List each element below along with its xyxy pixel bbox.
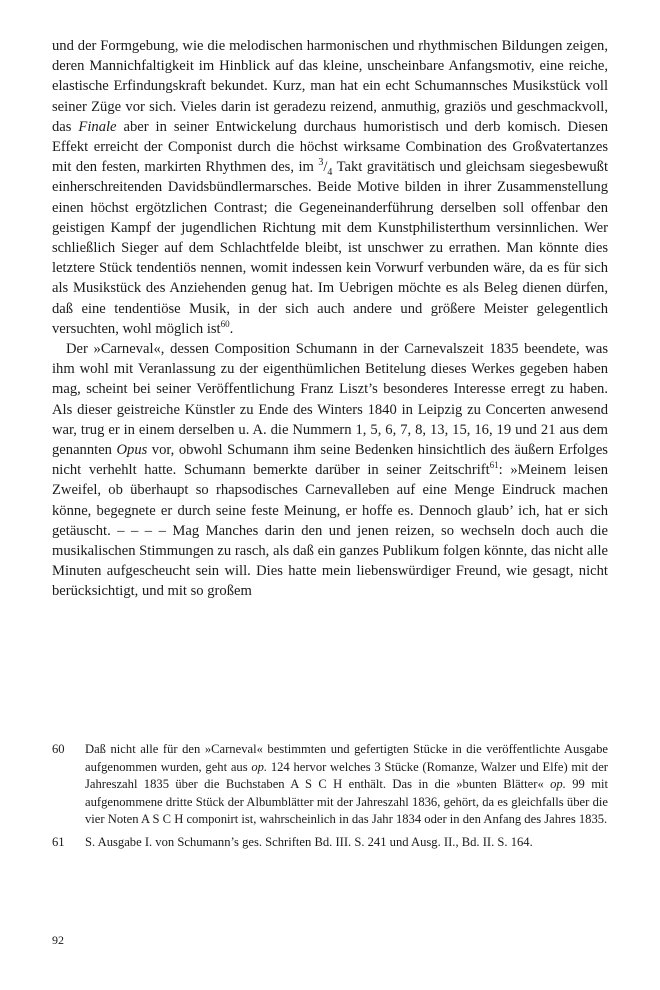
footnote-text: S. Ausgabe I. von Schumann’s ges. Schriften Bd. III. S. 241 und Ausg. II., Bd. II. S. 164. — [85, 834, 533, 849]
footnote-60 — [52, 741, 608, 829]
footnote-number: 61 — [52, 834, 65, 849]
finale-term: Finale — [78, 118, 117, 135]
main-text — [52, 36, 608, 602]
footnote-text: Daß nicht alle für den »Carneval« bestimmten und gefertigten Stücke in die veröffentlichte Ausgabe aufgenommen wurden, geht aus op. 124 hervor welches 3 Stücke (Romanze, Walzer und Elfe) mit der Jahreszahl 1835 über die Buchstaben A S C H enthält. Das in die »bunten Blätter« op. 99 mit aufgenommene dritte Stück der Albumblätter mit der Jahreszahl 1836, gehört, da es gleichfalls über die vier Noten A S C H componirt ist, wahrscheinlich in das Jahr 1834 oder in den Anfang des Jahres 1835. — [85, 742, 608, 827]
page-body — [52, 36, 608, 602]
footnote-number: 60 — [52, 742, 65, 756]
paragraph-2: Der »Carneval«, dessen Composition Schumann in der Carnevalszeit 1835 beendete, was ihm wohl mit Veranlassung zu der eigenthümlichen Betitelung dieses Werkes gegeben haben mag, scheint bei seiner Veröffentlichung Franz Liszt’s besonderes Interesse erregt zu haben. Als dieser geistreiche Künstler zu Ende des Winters 1840 in Leipzig zu Concerten anwesend war, trug er in einem derselben u. A. die Nummern 1, 5, 6, 7, 8, 13, 15, 16, 19 und 21 aus dem genannten Opus vor, obwohl Schumann ihm seine Bedenken hinsichtlich des äußern Erfolges nicht verhehlt hatte. Schumann bemerkte darüber in seiner Zeitschrift$^{61}$: »Meinem leisen Zweifel, ob überhaupt so rhapsodisches Carnevalleben auf eine Menge Eindruck machen könne, begegnete er durch seine feste Meinung, er hoffe es. Dennoch glaub’ ich, hat er sich getäuscht. – – – – Mag Manches darin den und jenen reizen, so wechseln doch auch die musikalischen Stimmungen zu rasch, als daß ein ganzes Publikum folgen könnte, das nicht alle Minuten aufgescheucht sein will. Dies hatte mein liebenswürdiger Freund, wie gesagt, nicht berücksichtigt, und mit so großem — [52, 341, 609, 600]
footnote-ref-60[interactable]: 60 — [220, 318, 230, 329]
page-number: 92 — [52, 933, 64, 947]
footnote-61 — [52, 834, 608, 852]
paragraph-1: und der Formgebung, wie die melodischen harmonischen und rhythmischen Bildungen zeigen, deren Mannichfaltigkeit im Hinblick auf das kleine, unscheinbare Anfangsmotiv, eine reiche, elastische Erfindungskraft bekundet. Kurz, man hat ein echt Schumannsches Musikstück voll seiner Züge vor sich. Vieles darin ist geradezu reizend, anmuthig, graziös und geschmackvoll, das Finale aber in seiner Entwickelung durchaus humoristisch und derb komisch. Diesen Effekt erreicht der Componist durch die höchst wirksame Combination des Großvatertanzes mit den festen, markirten Rhythmen des, im $^3/_4$ Takt gravitätisch und gleichsam siegesbewußt einherschreitenden Davidsbündlermarsches. Beide Motive bilden in ihrer Zusammenstellung einen höchst ergötzlichen Contrast; die Gegeneinanderführung derselben soll offenbar den geistigen Kampf der jugendlichen Richtung mit dem Kunstphilisterthum versinnlichen. Wer schließlich Sieger auf dem Schlachtfelde bleibt, ist unschwer zu errathen. Man könnte dies letztere Stück tendentiös nennen, womit indessen kein Vorwurf verbunden wäre, da es für sich als Musikstück des Anziehenden genug hat. Im Uebrigen möchte es als Beleg dienen dürfen, daß eine tendentiöse Musik, in der sich auch andere und größere Meister gelegentlich versuchten, wohl möglich ist$^{60}$. — [52, 38, 608, 337]
footnote-ref-61[interactable]: 61 — [489, 460, 499, 471]
time-signature: $^3/_4$ — [318, 157, 333, 179]
footnotes — [52, 741, 608, 857]
opus-term: Opus — [116, 442, 148, 459]
